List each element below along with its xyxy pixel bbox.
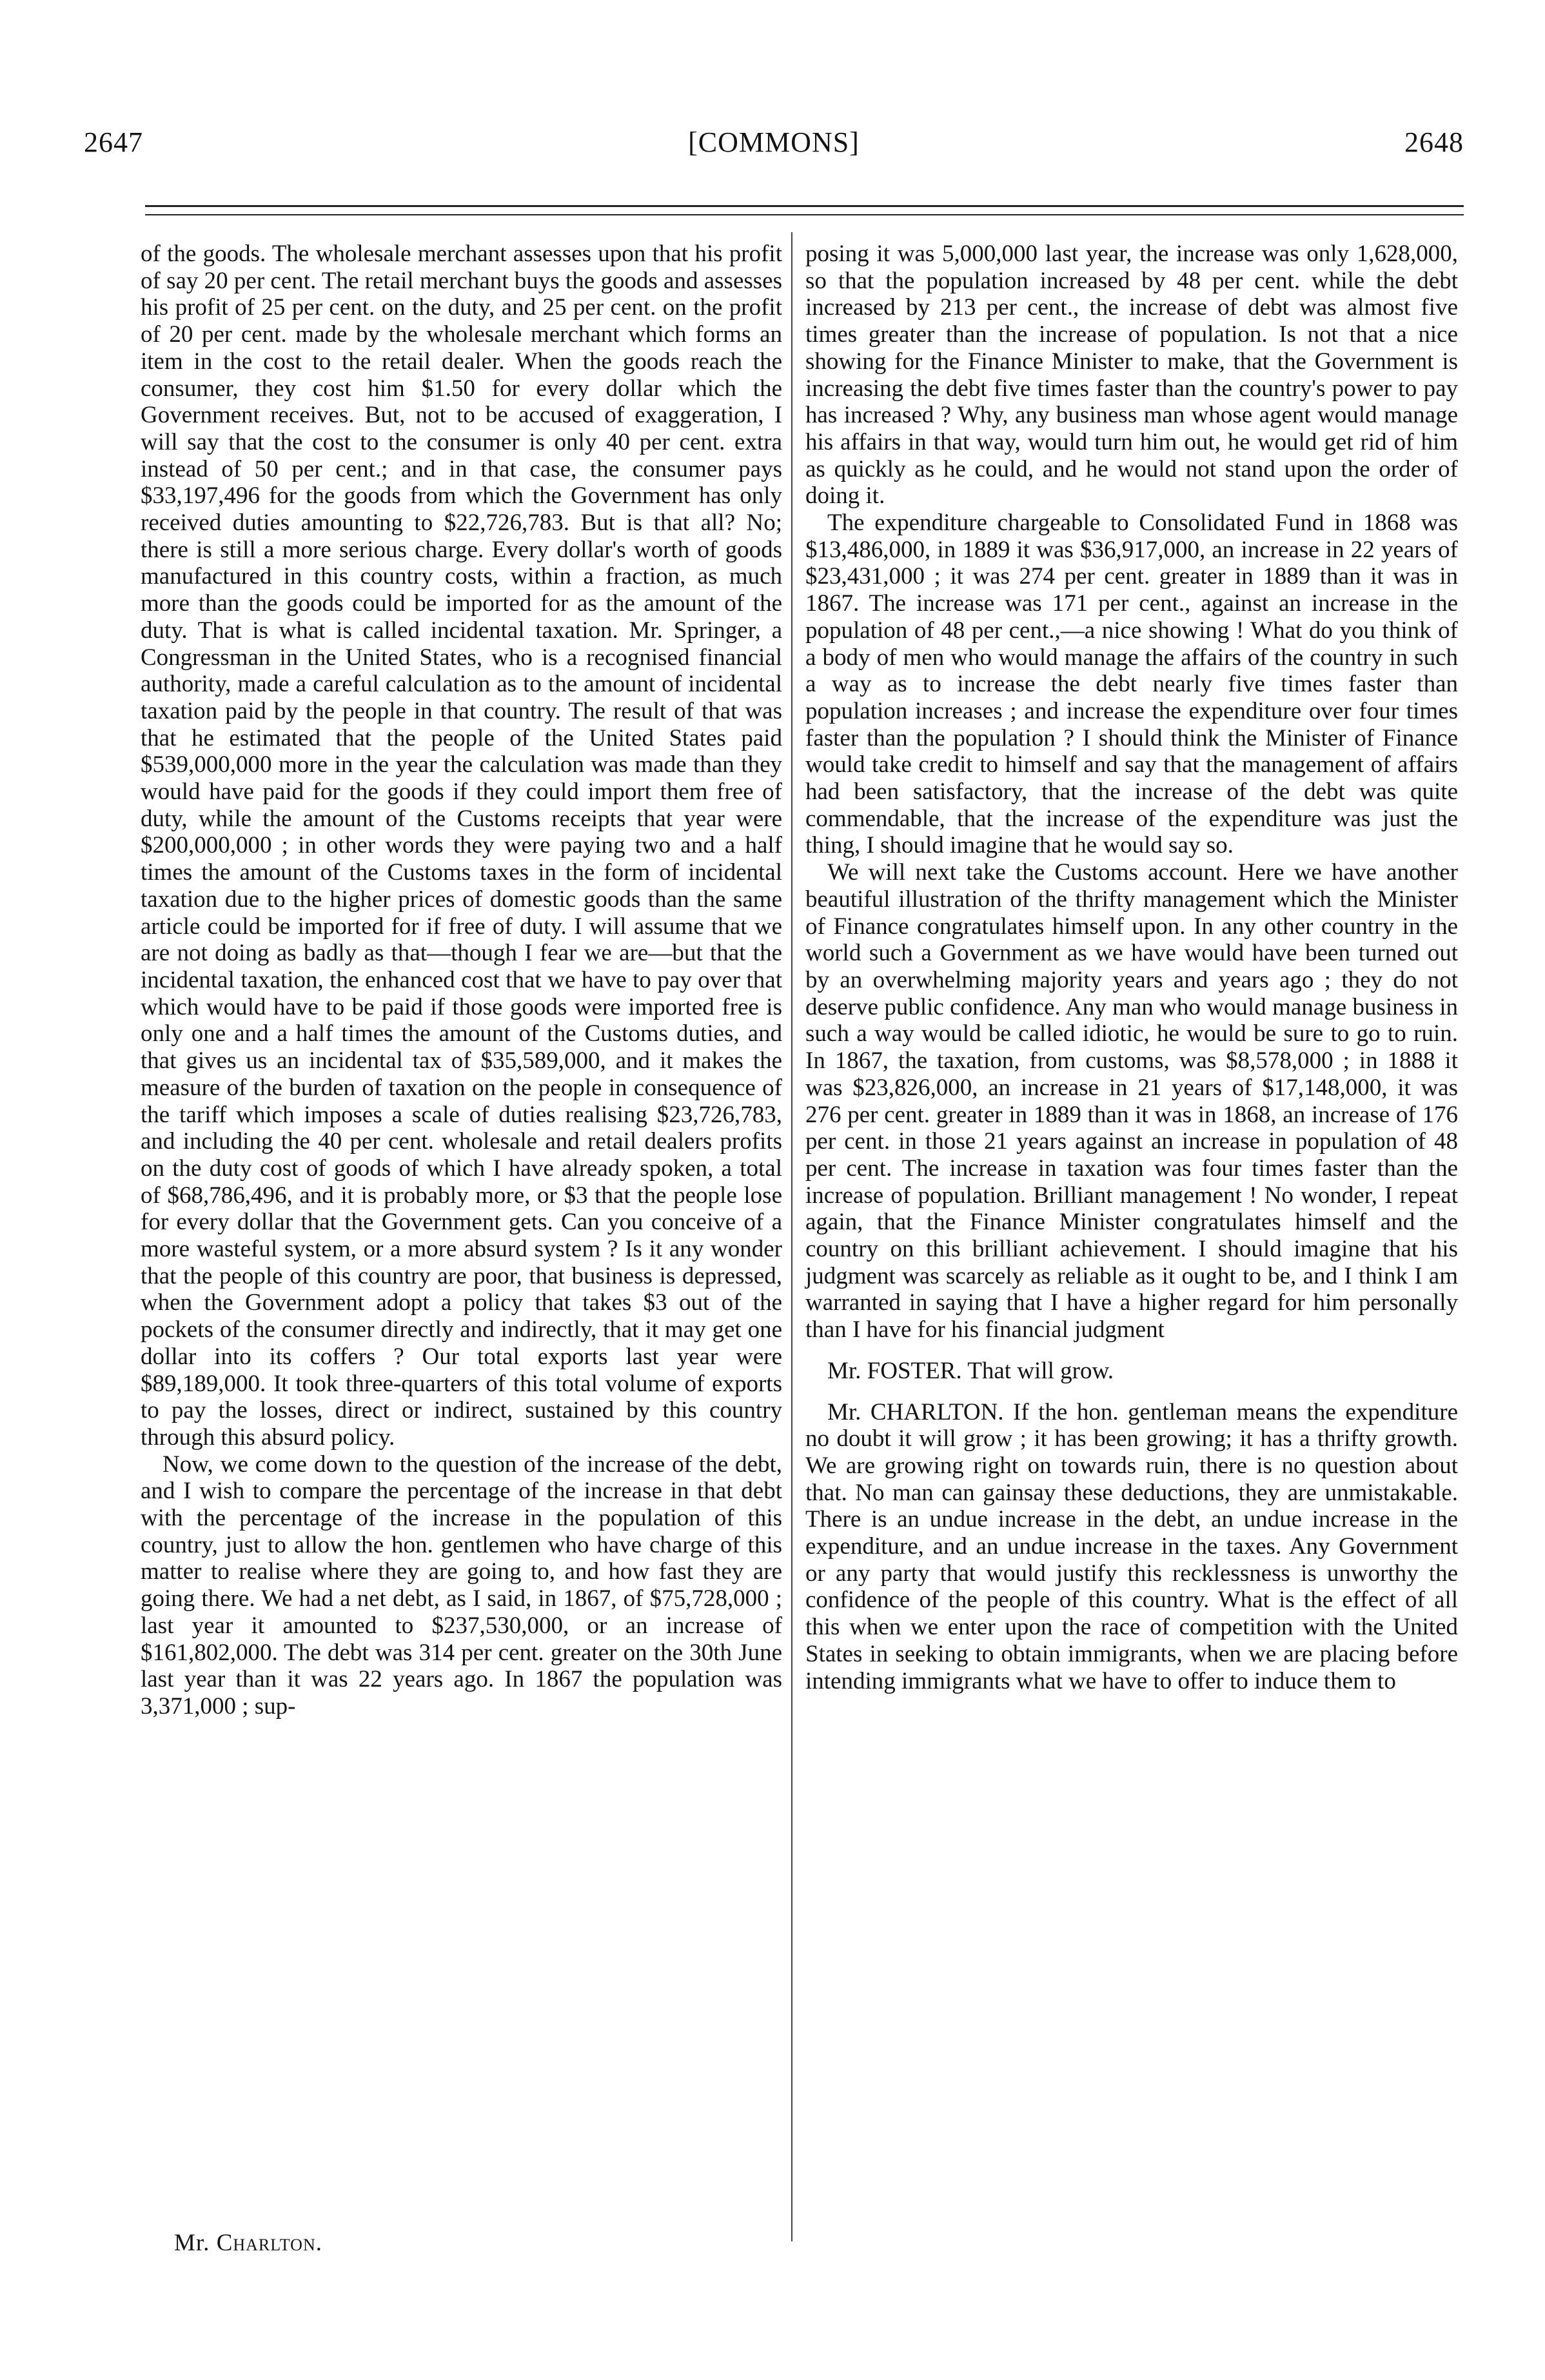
column-divider (791, 232, 792, 2241)
right-column (805, 241, 1458, 1694)
left-column (141, 241, 782, 1720)
header-rule-top (145, 205, 1464, 207)
page-header (84, 126, 1464, 171)
page-number-right: 2648 (1404, 126, 1464, 158)
speaker-foster: Mr. FOSTER. That will grow. (827, 1357, 1114, 1384)
right-paragraph-2: The expenditure chargeable to Consolidated Fund in 1868 was $13,486,000, in 1889 it was $36,917,000, an increase in 22 years of $23,431,000 ; it was 274 per cent. greater in 1889 than it was in 1867. The increase was 171 per cent., against an increase in the population of 48 per cent.,—a nice showing ! What do you think of a body of men who would manage the affairs of the country in such a way as to increase the debt nearly five times faster than population increases ; and increase the expenditure over four times faster than the population ? I should think the Minister of Finance would take credit to himself and say that the management of affairs had been satisfactory, that the increase of the debt was quite commendable, that the increase of the expenditure was just the thing, I should imagine that he would say so. (805, 510, 1458, 859)
header-rule-bottom (145, 214, 1464, 215)
left-paragraph-2: Now, we come down to the question of the increase of the debt, and I wish to compare the percentage of the increase in that debt with the percentage of the increase in the population of this country, just to allow the hon. gentlemen who have charge of this matter to realise where they are going to, and how fast they are going there. We had a net debt, as I said, in 1867, of $75,728,000 ; last year it amounted to $237,530,000, or an increase of $161,802,000. The debt was 314 per cent. greater on the 30th June last year than it was 22 years ago. In 1867 the population was 3,371,000 ; sup- (141, 1451, 782, 1720)
footer-speaker (174, 2229, 322, 2257)
footer-prefix: Mr. (174, 2230, 217, 2256)
page-number-left: 2647 (84, 126, 143, 158)
right-paragraph-1: posing it was 5,000,000 last year, the increase was only 1,628,000, so that the population increased by 48 per cent. while the debt increased by 213 per cent., the increase of debt was almost five times greater than the increase of population. Is not that a nice showing for the Finance Minister to make, that the Government is increasing the debt five times faster than the country's power to pay has increased ? Why, any business man whose agent would manage his affairs in that way, would turn him out, he would get rid of him as quickly as he could, and he would not stand upon the order of doing it. (805, 241, 1458, 510)
running-title: [COMMONS] (688, 126, 860, 158)
left-paragraph-1: of the goods. The wholesale merchant assesses upon that his profit of say 20 per cent. The retail merchant buys the goods and assesses his profit of 25 per cent. on the duty, and 25 per cent. on the profit of 20 per cent. made by the wholesale merchant which forms an item in the cost to the retail dealer. When the goods reach the consumer, they cost him $1.50 for every dollar which the Government receives. But, not to be accused of exaggeration, I will say that the cost to the consumer is only 40 per cent. extra instead of 50 per cent.; and in that case, the consumer pays $33,197,496 for the goods from which the Government has only received duties amounting to $22,726,783. But is that all? No; there is still a more serious charge. Every dollar's worth of goods manufactured in this country costs, within a fraction, as much more than the goods could be imported for as the amount of the duty. That is what is called incidental taxation. Mr. Springer, a Congressman in the United States, who is a recognised financial authority, made a careful calculation as to the amount of incidental taxation paid by the people in that country. The result of that was that he estimated that the people of the United States paid $539,000,000 more in the year the calculation was made than they would have paid for the goods if they could import them free of duty, while the amount of the Customs receipts that year were $200,000,000 ; in other words they were paying two and a half times the amount of the Customs taxes in the form of incidental taxation due to the higher prices of domestic goods than the same article could be imported for if free of duty. I will assume that we are not doing as badly as that—though I fear we are—but that the incidental taxation, the enhanced cost that we have to pay over that which would have to be paid if those goods were imported free is only one and a half times the amount of the Customs duties, and that gives us an incidental tax of $35,589,000, and it makes the measure of the burden of taxation on the people in consequence of the tariff which imposes a scale of duties realising $23,726,783, and including the 40 per cent. wholesale and retail dealers profits on the duty cost of goods of which I have already spoken, a total of $68,786,496, and it is probably more, or $3 that the people lose for every dollar that the Government gets. Can you conceive of a more wasteful system, or a more absurd system ? Is it any wonder that the people of this country are poor, that business is depressed, when the Government adopt a policy that takes $3 out of the pockets of the consumer directly and indirectly, that it may get one dollar into its coffers ? Our total exports last year were $89,189,000. It took three-quarters of this total volume of exports to pay the losses, direct or indirect, sustained by this country through this absurd policy. (141, 241, 782, 1451)
footer-name: Charlton. (216, 2230, 322, 2256)
right-paragraph-3: We will next take the Customs account. Here we have another beautiful illustration of the thrifty management which the Minister of Finance congratulates himself upon. In any other country in the world such a Government as we have would have been turned out by an overwhelming majority years and years ago ; they do not deserve public confidence. Any man who would manage business in such a way would be called idiotic, he would be sure to go to ruin. In 1867, the taxation, from customs, was $8,578,000 ; in 1888 it was $23,826,000, an increase in 21 years of $17,148,000, it was 276 per cent. greater in 1889 than it was in 1868, an increase of 176 per cent. in those 21 years against an increase in population of 48 per cent. The increase in taxation was four times faster than the increase of population. Brilliant management ! No wonder, I repeat again, that the Finance Minister congratulates himself and the country on this brilliant achievement. I should imagine that his judgment was scarcely as reliable as it ought to be, and I think I am warranted in saying that I have a higher regard for him personally than I have for his financial judgment (805, 859, 1458, 1344)
speaker-charlton: Mr. CHARLTON. If the hon. gentleman means the expenditure no doubt it will grow ; it has been growing; it has a thrifty growth. We are growing right on towards ruin, there is no question about that. No man can gainsay these deductions, they are unmistakable. There is an undue increase in the debt, an undue increase in the expenditure, and an undue increase in the taxes. Any Government or any party that would justify this recklessness is unworthy the confidence of the people of this country. What is the effect of all this when we enter upon the race of competition with the United States in seeking to obtain immigrants, when we are placing before intending immigrants what we have to offer to induce them to (805, 1398, 1458, 1694)
